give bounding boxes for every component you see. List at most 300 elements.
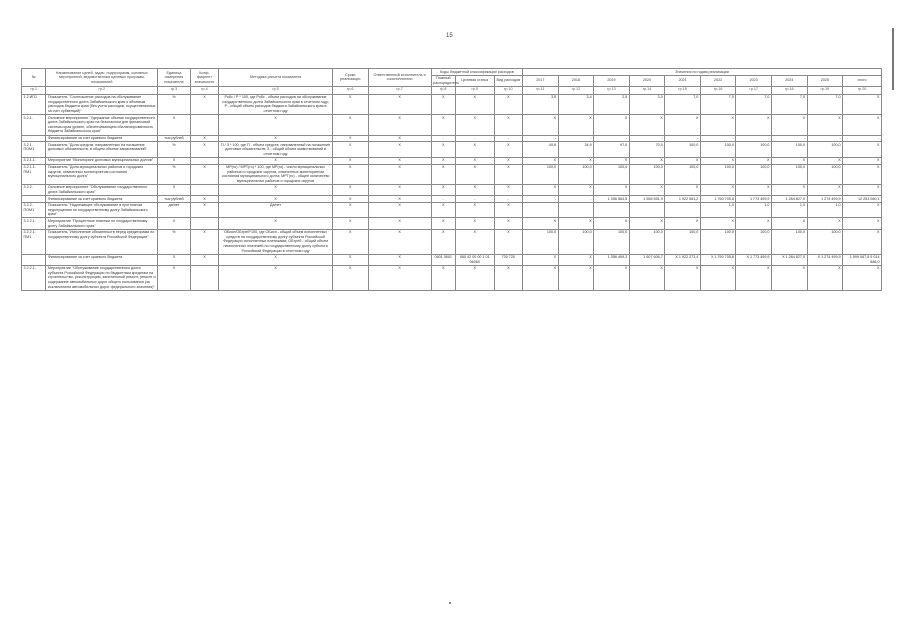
column-number: гр.11 bbox=[523, 86, 559, 94]
row-title: Показатель "Доля муниципальных районов и городских округов, охваченных мониторингом состояния муниципального долга" bbox=[46, 164, 158, 184]
table-cell: X bbox=[843, 94, 882, 114]
table-cell: X bbox=[158, 115, 191, 135]
table-cell: X bbox=[431, 265, 455, 290]
table-row bbox=[22, 229, 882, 254]
col-header-year: 2022 bbox=[700, 75, 736, 86]
table-cell: X bbox=[494, 164, 522, 184]
page-dot bbox=[449, 602, 451, 604]
table-cell: X bbox=[523, 184, 559, 195]
table-cell: X bbox=[190, 164, 218, 184]
table-cell: 1 607 606,7 bbox=[629, 254, 665, 265]
table-cell: X bbox=[219, 157, 333, 164]
table-cell: - bbox=[594, 135, 630, 142]
table-row bbox=[22, 265, 882, 290]
table-cell: X bbox=[431, 157, 455, 164]
table-cell: X bbox=[219, 115, 333, 135]
table-cell: 100,0 bbox=[807, 142, 843, 158]
row-number: 3.2.1.1. bbox=[22, 157, 46, 164]
table-cell: X bbox=[523, 115, 559, 135]
table-cell: - bbox=[736, 135, 772, 142]
table-cell bbox=[594, 202, 630, 218]
table-cell: 100,0 bbox=[700, 142, 736, 158]
table-cell: X bbox=[807, 218, 843, 229]
column-number: гр.2 bbox=[46, 86, 158, 94]
table-cell: X bbox=[494, 115, 522, 135]
table-cell: X bbox=[158, 218, 191, 229]
table-row bbox=[22, 202, 882, 218]
table-row bbox=[22, 94, 882, 114]
table-cell: X bbox=[629, 184, 665, 195]
table-cell: X bbox=[219, 184, 333, 195]
column-number: гр.1 bbox=[22, 86, 46, 94]
col-header-year: 2018 bbox=[558, 75, 594, 86]
column-number: гр.8 bbox=[431, 86, 455, 94]
table-cell: X 1 922 273,4 bbox=[665, 254, 701, 265]
col-header-year: 2019 bbox=[594, 75, 630, 86]
column-number-row bbox=[22, 86, 882, 94]
table-cell: 1,0 bbox=[771, 202, 807, 218]
table-cell: X bbox=[368, 184, 431, 195]
table-cell: X bbox=[843, 265, 882, 290]
table-cell: % bbox=[158, 94, 191, 114]
col-header-year: 2024 bbox=[771, 75, 807, 86]
table-cell: X bbox=[431, 202, 455, 218]
page-number: 15 bbox=[446, 33, 453, 39]
table-cell: X bbox=[771, 218, 807, 229]
table-cell: X bbox=[558, 184, 594, 195]
table-cell: X bbox=[736, 184, 772, 195]
table-row bbox=[22, 218, 882, 229]
table-cell: тыс.рублей bbox=[158, 196, 191, 203]
table-cell: X bbox=[807, 115, 843, 135]
table-cell: X bbox=[190, 135, 218, 142]
table-cell: X bbox=[368, 164, 431, 184]
table-cell: 7,0 bbox=[700, 94, 736, 114]
table-cell: X bbox=[332, 164, 368, 184]
row-number: 3.2.2.1. bbox=[22, 218, 46, 229]
table-cell: X 1 284 827,0 bbox=[771, 254, 807, 265]
table-cell: X bbox=[219, 196, 333, 203]
table-cell: ОБисп/ОБтреб*100, где ОБисп - общий объем исполненных средств на государственному долгу субъекта Российской Федерации исполненных платежами; ОБтреб - общий объем начисленных платежей по государственному долгу субъекта Российской Федерации в отчетном году bbox=[219, 229, 333, 254]
table-cell: X bbox=[332, 94, 368, 114]
table-cell: - bbox=[523, 196, 559, 203]
table-cell: МР(го) / МРТ(го) * 100, где МР(го) - число муниципальных районов и городских округов, охваченных мониторингом состояния муниципального долга; МРТ(го) - общее количество муниципальных районов и городских округов bbox=[219, 164, 333, 184]
col-header-no: № bbox=[22, 69, 46, 87]
table-cell: X bbox=[455, 265, 494, 290]
table-cell: X bbox=[843, 229, 882, 254]
table-cell: X bbox=[494, 229, 522, 254]
table-cell: тыс.рублей bbox=[158, 135, 191, 142]
column-number: гр.13 bbox=[594, 86, 630, 94]
column-number: гр.3 bbox=[158, 86, 191, 94]
table-cell: 34,9 bbox=[558, 142, 594, 158]
col-header-method: Методика расчета показателя bbox=[219, 69, 333, 87]
table-cell: X bbox=[771, 265, 807, 290]
table-cell: X bbox=[158, 265, 191, 290]
row-title: Показатель "Соотношение расходов на обслуживание государственного долга Забайкальского края к объемым расходов бюджета края (без учета расходов, осуществляемых за счет субвенций)" bbox=[46, 94, 158, 114]
table-cell: X bbox=[190, 229, 218, 254]
table-cell: X bbox=[594, 184, 630, 195]
table-cell: 100,0 bbox=[771, 229, 807, 254]
table-cell: X bbox=[431, 115, 455, 135]
table-cell: - bbox=[523, 135, 559, 142]
col-header-year: 2017 bbox=[523, 75, 559, 86]
table-cell: 3,4 bbox=[558, 94, 594, 114]
table-cell: X bbox=[219, 218, 333, 229]
table-cell: X bbox=[368, 265, 431, 290]
table-cell: 100,0 bbox=[665, 142, 701, 158]
table-cell: X bbox=[158, 157, 191, 164]
table-cell: X bbox=[190, 94, 218, 114]
table-cell: 3,6 bbox=[523, 94, 559, 114]
table-cell: X bbox=[558, 254, 594, 265]
row-title: Показатель "Надлежащее обслуживание в прогнозном недопущению по государственному долгу Забайкальского края" bbox=[46, 202, 158, 218]
table-cell: X bbox=[368, 229, 431, 254]
table-cell: X bbox=[431, 142, 455, 158]
table-cell: X bbox=[455, 184, 494, 195]
table-cell: X bbox=[190, 196, 218, 203]
table-cell: X bbox=[558, 157, 594, 164]
table-cell: 100,0 bbox=[700, 164, 736, 184]
table-cell: X bbox=[368, 202, 431, 218]
table-cell: X bbox=[494, 218, 522, 229]
table-cell: Робс / Р * 100, где Робс - объем расходов на обслуживание государственного долга Забайкальского края в отчетном году; Р - общий объем расходов бюджета Забайкальского края в отчетном году bbox=[219, 94, 333, 114]
row-title: Финансирование за счет краевого бюджета bbox=[46, 254, 158, 265]
table-cell: - bbox=[700, 135, 736, 142]
table-cell: X bbox=[455, 115, 494, 135]
table-cell: 1 556 551,9 bbox=[629, 196, 665, 203]
table-cell: X bbox=[190, 142, 218, 158]
table-cell: X bbox=[843, 164, 882, 184]
table-cell: X bbox=[736, 265, 772, 290]
table-cell: X bbox=[665, 157, 701, 164]
table-cell: 1 056 469,3 bbox=[594, 254, 630, 265]
column-number: гр.7 bbox=[368, 86, 431, 94]
row-title: Показатель "Исполнение обязательств перед кредиторами по государственному долгу субъекта Российской Федерации" bbox=[46, 229, 158, 254]
table-cell: 1 284 827,0 bbox=[771, 196, 807, 203]
table-cell: X bbox=[700, 157, 736, 164]
col-header-grbs: Главный распорядитель bbox=[433, 76, 459, 85]
table-cell: X bbox=[455, 157, 494, 164]
table-cell: Да/нет bbox=[219, 202, 333, 218]
table-cell: 100,0 bbox=[807, 164, 843, 184]
column-number: гр.5 bbox=[219, 86, 333, 94]
table-cell: X bbox=[665, 265, 701, 290]
table-cell: % bbox=[158, 164, 191, 184]
table-cell: X bbox=[594, 218, 630, 229]
table-cell: да/нет bbox=[158, 202, 191, 218]
table-cell: X bbox=[431, 164, 455, 184]
row-number: 3.2.2. ПОМ1 bbox=[22, 202, 46, 218]
table-cell: X bbox=[700, 218, 736, 229]
table-cell: X bbox=[771, 184, 807, 195]
table-cell: 100,0 bbox=[523, 164, 559, 184]
table-cell: 100,0 bbox=[771, 164, 807, 184]
table-cell: X bbox=[368, 254, 431, 265]
row-title: Финансирование за счет краевого бюджета bbox=[46, 196, 158, 203]
table-cell: 7,0 bbox=[736, 94, 772, 114]
table-cell bbox=[190, 265, 218, 290]
table-cell: X bbox=[332, 142, 368, 158]
col-header-budget-codes: Коды бюджетной классификации расходов bbox=[431, 69, 522, 76]
table-row bbox=[22, 196, 882, 203]
table-cell: 100,0 bbox=[807, 229, 843, 254]
col-header-responsible: Ответственный исполнитель и соисполнители bbox=[368, 69, 431, 87]
table-cell: X bbox=[332, 184, 368, 195]
table-cell: X bbox=[558, 265, 594, 290]
table-cell: X bbox=[455, 202, 494, 218]
table-cell: X 1 274 499,9 bbox=[807, 254, 843, 265]
table-cell: X bbox=[332, 196, 368, 203]
table-cell: X bbox=[843, 218, 882, 229]
table-row bbox=[22, 184, 882, 195]
table-row bbox=[22, 157, 882, 164]
column-number: гр.16 bbox=[700, 86, 736, 94]
col-header-vr: Вид расходов bbox=[494, 75, 522, 86]
table-cell: 12 253 080,1 bbox=[843, 196, 882, 203]
table-cell: 97,0 bbox=[594, 142, 630, 158]
column-number: гр.12 bbox=[558, 86, 594, 94]
table-cell: - bbox=[558, 135, 594, 142]
table-cell: 100,0 bbox=[594, 164, 630, 184]
table-cell: X bbox=[431, 229, 455, 254]
table-cell: X bbox=[665, 115, 701, 135]
table-cell: 3,0 bbox=[629, 94, 665, 114]
table-cell: X bbox=[431, 94, 455, 114]
table-cell: 100,0 bbox=[736, 142, 772, 158]
row-title: Мероприятие "Обслуживание государственного долга субъекта Российской Федерации по бюджетным кредитам на строительство, реконструкцию, капитальный ремонт, ремонт и содержание автомобильных дорог общего пользования (за исключением автомобильных дорог федерального значения)" bbox=[46, 265, 158, 290]
table-cell: X bbox=[332, 254, 368, 265]
table-cell: X bbox=[771, 157, 807, 164]
table-cell bbox=[523, 202, 559, 218]
table-cell: X bbox=[494, 142, 522, 158]
table-cell: 7,0 bbox=[807, 94, 843, 114]
table-cell: X bbox=[523, 157, 559, 164]
table-cell: - bbox=[494, 196, 522, 203]
table-cell: 100,0 bbox=[665, 164, 701, 184]
table-cell: 1 773 499,9 bbox=[736, 196, 772, 203]
row-number: 3.2.1. bbox=[22, 115, 46, 135]
table-cell: - bbox=[431, 135, 455, 142]
column-number: гр.20 bbox=[843, 86, 882, 94]
table-cell: X bbox=[523, 265, 559, 290]
table-cell: 1 056 564,5 bbox=[594, 196, 630, 203]
row-number: 3.2.1.1. ПМ1 bbox=[22, 164, 46, 184]
col-header-coef: Коэф-фициент значимости bbox=[190, 69, 218, 87]
table-cell: X bbox=[807, 184, 843, 195]
table-cell: X bbox=[700, 184, 736, 195]
table-cell: X bbox=[629, 115, 665, 135]
table-cell: X bbox=[368, 142, 431, 158]
table-cell: X bbox=[368, 115, 431, 135]
table-cell: X bbox=[594, 157, 630, 164]
table-cell: X bbox=[807, 157, 843, 164]
table-cell: 1,0 bbox=[807, 202, 843, 218]
table-cell: X bbox=[594, 265, 630, 290]
table-cell: - bbox=[558, 196, 594, 203]
row-number bbox=[22, 254, 46, 265]
table-cell: 100,0 bbox=[736, 164, 772, 184]
table-cell: X bbox=[494, 184, 522, 195]
column-number: гр.9 bbox=[455, 86, 494, 94]
row-title: Основное мероприятие "Обслуживание государственного долга Забайкальского края" bbox=[46, 184, 158, 195]
table-cell bbox=[190, 218, 218, 229]
table-row bbox=[22, 115, 882, 135]
row-number bbox=[22, 196, 46, 203]
page-edge-mark bbox=[892, 28, 894, 90]
table-cell: 100,0 bbox=[771, 142, 807, 158]
table-cell: 70,0 bbox=[629, 142, 665, 158]
table-cell: X bbox=[455, 142, 494, 158]
table-cell: 2,5 bbox=[594, 94, 630, 114]
row-number: 3.2.2.1. ПМ1 bbox=[22, 229, 46, 254]
table-cell: 40,8 bbox=[523, 142, 559, 158]
table-cell: X bbox=[558, 115, 594, 135]
table-cell: 100,0 bbox=[736, 229, 772, 254]
table-cell: X bbox=[332, 157, 368, 164]
column-number: гр.6 bbox=[332, 86, 368, 94]
table-cell: X bbox=[332, 202, 368, 218]
table-cell: X bbox=[219, 254, 333, 265]
table-cell: X bbox=[843, 157, 882, 164]
table-cell: 0601 0601 bbox=[431, 254, 455, 265]
table-cell bbox=[558, 202, 594, 218]
table-cell bbox=[190, 184, 218, 195]
table-cell: 1,0 bbox=[700, 202, 736, 218]
table-cell: 100,0 bbox=[558, 164, 594, 184]
table-cell: 100,0 bbox=[523, 229, 559, 254]
col-header-year: 2023 bbox=[736, 75, 772, 86]
table-cell: X bbox=[665, 218, 701, 229]
table-cell: X bbox=[736, 157, 772, 164]
table-cell: X bbox=[332, 115, 368, 135]
table-cell: - bbox=[629, 135, 665, 142]
table-cell: 060 42 00 00 1 01 06060 bbox=[455, 254, 494, 265]
table-row bbox=[22, 135, 882, 142]
column-number: гр.18 bbox=[771, 86, 807, 94]
col-header-values: Значения по годам реализации bbox=[523, 69, 882, 76]
table-cell: 730 720 bbox=[494, 254, 522, 265]
table-cell: X bbox=[843, 115, 882, 135]
table-cell: X bbox=[700, 265, 736, 290]
table-cell: X bbox=[629, 265, 665, 290]
table-cell: X bbox=[494, 157, 522, 164]
table-cell bbox=[190, 115, 218, 135]
table-cell: X bbox=[219, 265, 333, 290]
table-cell: X bbox=[494, 265, 522, 290]
row-title: Основное мероприятие "Удержание объема государственного долга Забайкальского края на безопасном для финансовой системы края уровне, обеспечивающем сбалансированность бюджета Забайкальского края" bbox=[46, 115, 158, 135]
table-cell: X bbox=[368, 157, 431, 164]
table-row bbox=[22, 164, 882, 184]
table-cell: - bbox=[665, 135, 701, 142]
table-cell: X bbox=[523, 218, 559, 229]
column-number: гр.19 bbox=[807, 86, 843, 94]
row-number: 3.2.2.1. bbox=[22, 265, 46, 290]
table-cell: X bbox=[368, 218, 431, 229]
table-cell: X bbox=[594, 115, 630, 135]
table-cell: X bbox=[807, 265, 843, 290]
row-number: 3.2.1. ПОМ1 bbox=[22, 142, 46, 158]
table-cell: % bbox=[158, 229, 191, 254]
program-indicators-table bbox=[21, 68, 882, 291]
row-title: Мероприятие "Мониторинг долговых муниципальных долгов" bbox=[46, 157, 158, 164]
table-cell: 1 922 563,2 bbox=[665, 196, 701, 203]
table-row bbox=[22, 254, 882, 265]
table-cell: X bbox=[523, 254, 559, 265]
table-cell: X bbox=[158, 254, 191, 265]
col-header-year: 2025 bbox=[807, 75, 843, 86]
table-cell: X bbox=[455, 229, 494, 254]
row-title: Финансирование за счет краевого бюджета bbox=[46, 135, 158, 142]
table-cell: X bbox=[368, 135, 431, 142]
table-cell: - bbox=[843, 135, 882, 142]
table-cell: X bbox=[558, 218, 594, 229]
column-number: гр.10 bbox=[494, 86, 522, 94]
table-cell: 100,0 bbox=[629, 164, 665, 184]
table-cell: 100,0 bbox=[594, 229, 630, 254]
table-cell: - bbox=[431, 196, 455, 203]
table-cell: 100,0 bbox=[558, 229, 594, 254]
col-header-year: 2020 bbox=[629, 75, 665, 86]
table-cell: 7,0 bbox=[665, 94, 701, 114]
table-cell: X bbox=[332, 229, 368, 254]
table-cell: 1,0 bbox=[736, 202, 772, 218]
row-number bbox=[22, 135, 46, 142]
table-cell: 100,0 bbox=[629, 229, 665, 254]
row-title: Показатель "Доля средств, направленных на погашение долговых обязательств, в общем объеме заимствований" bbox=[46, 142, 158, 158]
row-number: 1.2.ИП1 bbox=[22, 94, 46, 114]
table-cell: 1 599 067,8 9 014 886,0 bbox=[843, 254, 882, 265]
col-header-unit: Единица измерения показателя bbox=[158, 69, 191, 87]
table-cell: X bbox=[629, 157, 665, 164]
table-cell: X bbox=[455, 164, 494, 184]
table-cell: X bbox=[431, 184, 455, 195]
table-cell: X 1 773 499,9 bbox=[736, 254, 772, 265]
table-cell: X bbox=[332, 265, 368, 290]
column-number: гр.15 bbox=[665, 86, 701, 94]
table-cell bbox=[665, 202, 701, 218]
column-number: гр.14 bbox=[629, 86, 665, 94]
table-cell: % bbox=[158, 142, 191, 158]
table-cell: X bbox=[368, 196, 431, 203]
table-cell: 100,0 bbox=[700, 229, 736, 254]
table-cell: 1 760 705,8 bbox=[700, 196, 736, 203]
table-cell: X bbox=[843, 142, 882, 158]
row-title: Мероприятие "Процентные платежи по государственному долгу Забайкальского края" bbox=[46, 218, 158, 229]
table-cell: 100,0 bbox=[665, 229, 701, 254]
table-cell: - bbox=[771, 135, 807, 142]
table-cell: - bbox=[455, 135, 494, 142]
table-cell bbox=[190, 157, 218, 164]
table-cell: X bbox=[665, 184, 701, 195]
table-cell: X bbox=[700, 115, 736, 135]
table-cell: X bbox=[455, 218, 494, 229]
table-row bbox=[22, 142, 882, 158]
table-cell: X bbox=[332, 135, 368, 142]
table-cell: X bbox=[190, 254, 218, 265]
table-cell bbox=[629, 202, 665, 218]
col-header-name: Наименование целей, задач, подпрограмм, основных мероприятий, ведомственных целевых программ, показателей bbox=[46, 69, 158, 87]
table-cell: X bbox=[843, 184, 882, 195]
column-number: гр.17 bbox=[736, 86, 772, 94]
table-cell: X 1 760 705,8 bbox=[700, 254, 736, 265]
column-number: гр.4 bbox=[190, 86, 218, 94]
col-header-year: итого bbox=[843, 75, 882, 86]
table-cell: - bbox=[494, 135, 522, 142]
table-cell: X bbox=[431, 218, 455, 229]
table-cell: П / З * 100, где П - объем средств, направленный на погашение долговых обязательств; З - общий объем заимствований в отчетном году bbox=[219, 142, 333, 158]
col-header-terms: Сроки реализации bbox=[332, 69, 368, 87]
